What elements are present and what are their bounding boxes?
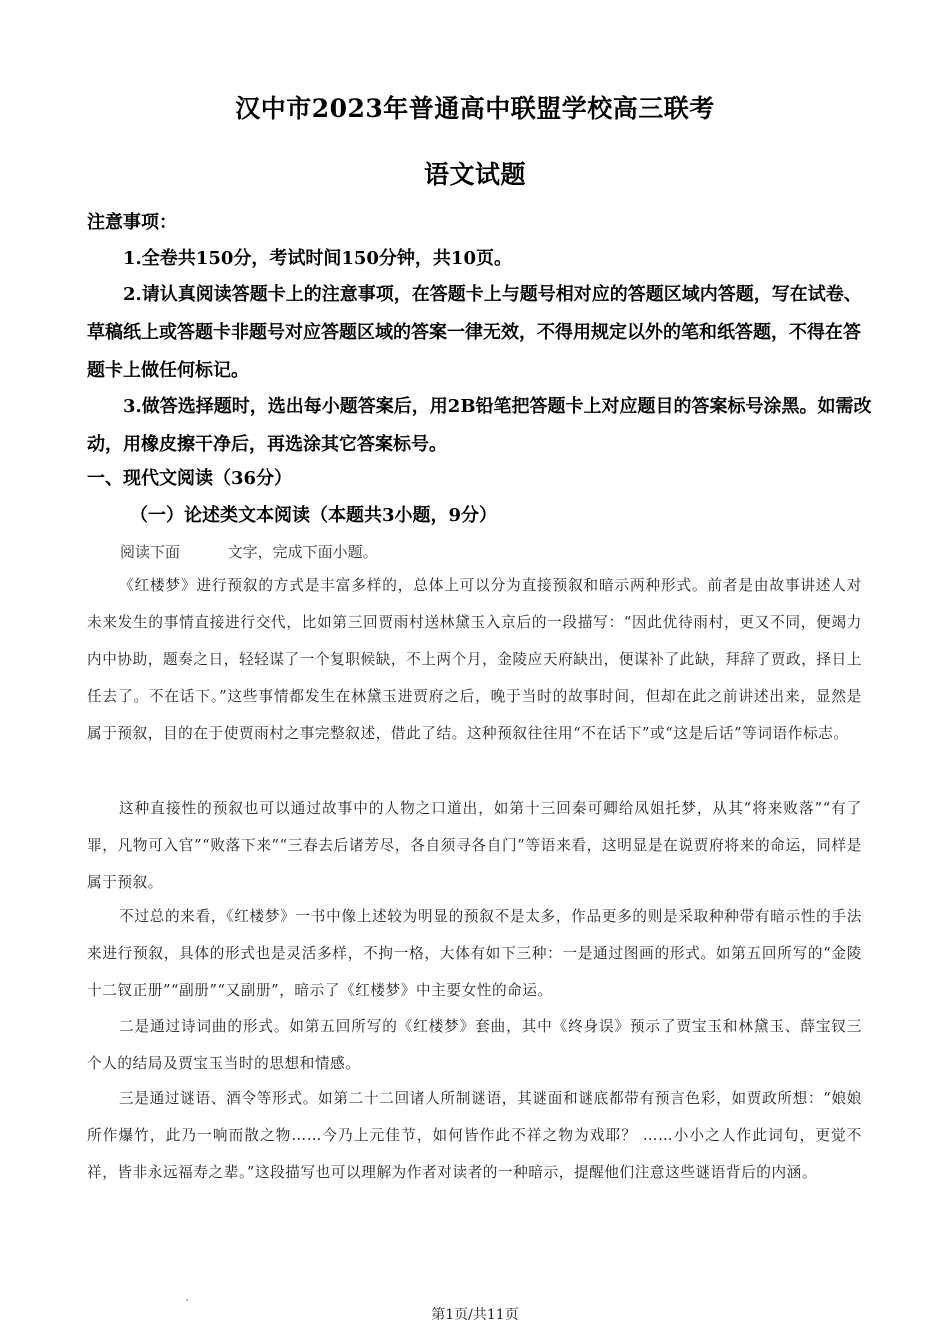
passage-paragraph-1: 《红楼梦》进行预叙的方式是丰富多样的，总体上可以分为直接预叙和暗示两种形式。前者是由故事讲述人对未来发生的事情直接进行交代，比如第三回贾雨村送林黛玉入京后的一段描写：“因此优待雨村，更又不同，便竭力内中协助，题奏之日，轻轻谋了一个复职候缺，不上两个月，金陵应天府缺出，便谋补了此缺，拜辞了贾政，择日上任去了。不在话下。”这些事情都发生在林黛玉进贾府之后，晚于当时的故事时间，但却在此之前讲述出来，显然是属于预叙，目的在于使贾雨村之事完整叙述，借此了结。这种预叙往往用“不在话下”或“这是后话”等词语作标志。: [87, 577, 862, 742]
page-number: 第1页/共11页: [431, 1307, 519, 1323]
passage-paragraph-2: 这种直接性的预叙也可以通过故事中的人物之口道出，如第十三回秦可卿给凤姐托梦，从其“将来败落”“有了罪，凡物可入官”“败落下来”“三春去后诸芳尽，各自须寻各自门”等语来看，这明显是在说贾府将来的命运，同样是属于预叙。: [87, 800, 862, 891]
notice-item-3: 3.做答选择题时，选出每小题答案后，用2B铅笔把答题卡上对应题目的答案标号涂黑。如需改动，用橡皮擦干净后，再选涂其它答案标号。: [87, 396, 872, 455]
section-heading: 一、现代文阅读（36分）: [87, 468, 293, 489]
notice-item-2: 2.请认真阅读答题卡上的注意事项，在答题卡上与题号相对应的答题区域内答题，写在试卷、草稿纸上或答题卡非题号对应答题区域的答案一律无效，不得用规定以外的笔和纸答题，不得在答题卡上做任何标记。: [87, 284, 862, 381]
notice-item-1: 1.全卷共150分，考试时间150分钟，共10页。: [123, 248, 512, 269]
exam-subtitle: 语文试题: [423, 160, 526, 189]
passage-paragraph-3: 不过总的来看，《红楼梦》一书中像上述较为明显的预叙不是太多，作品更多的则是采取种种带有暗示性的手法来进行预叙，具体的形式也是灵活多样，不拘一格，大体有如下三种：一是通过图画的形式。如第五回所写的“金陵十二钗正册”“副册”“又副册”，暗示了《红楼梦》中主要女性的命运。: [87, 908, 862, 999]
reading-instruction: 阅读下面 文字，完成下面小题。: [120, 543, 378, 561]
passage-paragraph-5: 三是通过谜语、酒令等形式。如第二十二回诸人所制谜语，其谜面和谜底都带有预言色彩，如贾政所想：“娘娘所作爆竹，此乃一响而散之物……今乃上元佳节，如何皆作此不祥之物为戏耶？ ……小小之人作此词句，更觉不祥，皆非永远福寿之辈。”这段描写也可以理解为作者对读者的一种暗示，提醒他们注意这些谜语背后的内涵。: [87, 1090, 862, 1181]
exam-title: 汉中市2023年普通高中联盟学校高三联考: [235, 94, 715, 123]
notice-heading: 注意事项：: [87, 212, 177, 233]
passage-paragraph-4: 二是通过诗词曲的形式。如第五回所写的《红楼梦》套曲，其中《终身误》预示了贾宝玉和林黛玉、薛宝钗三个人的结局及贾宝玉当时的思想和情感。: [87, 1018, 862, 1072]
scan-dot-mark: [186, 1299, 188, 1301]
subsection-heading: （一）论述类文本阅读（本题共3小题，9分）: [130, 505, 498, 526]
